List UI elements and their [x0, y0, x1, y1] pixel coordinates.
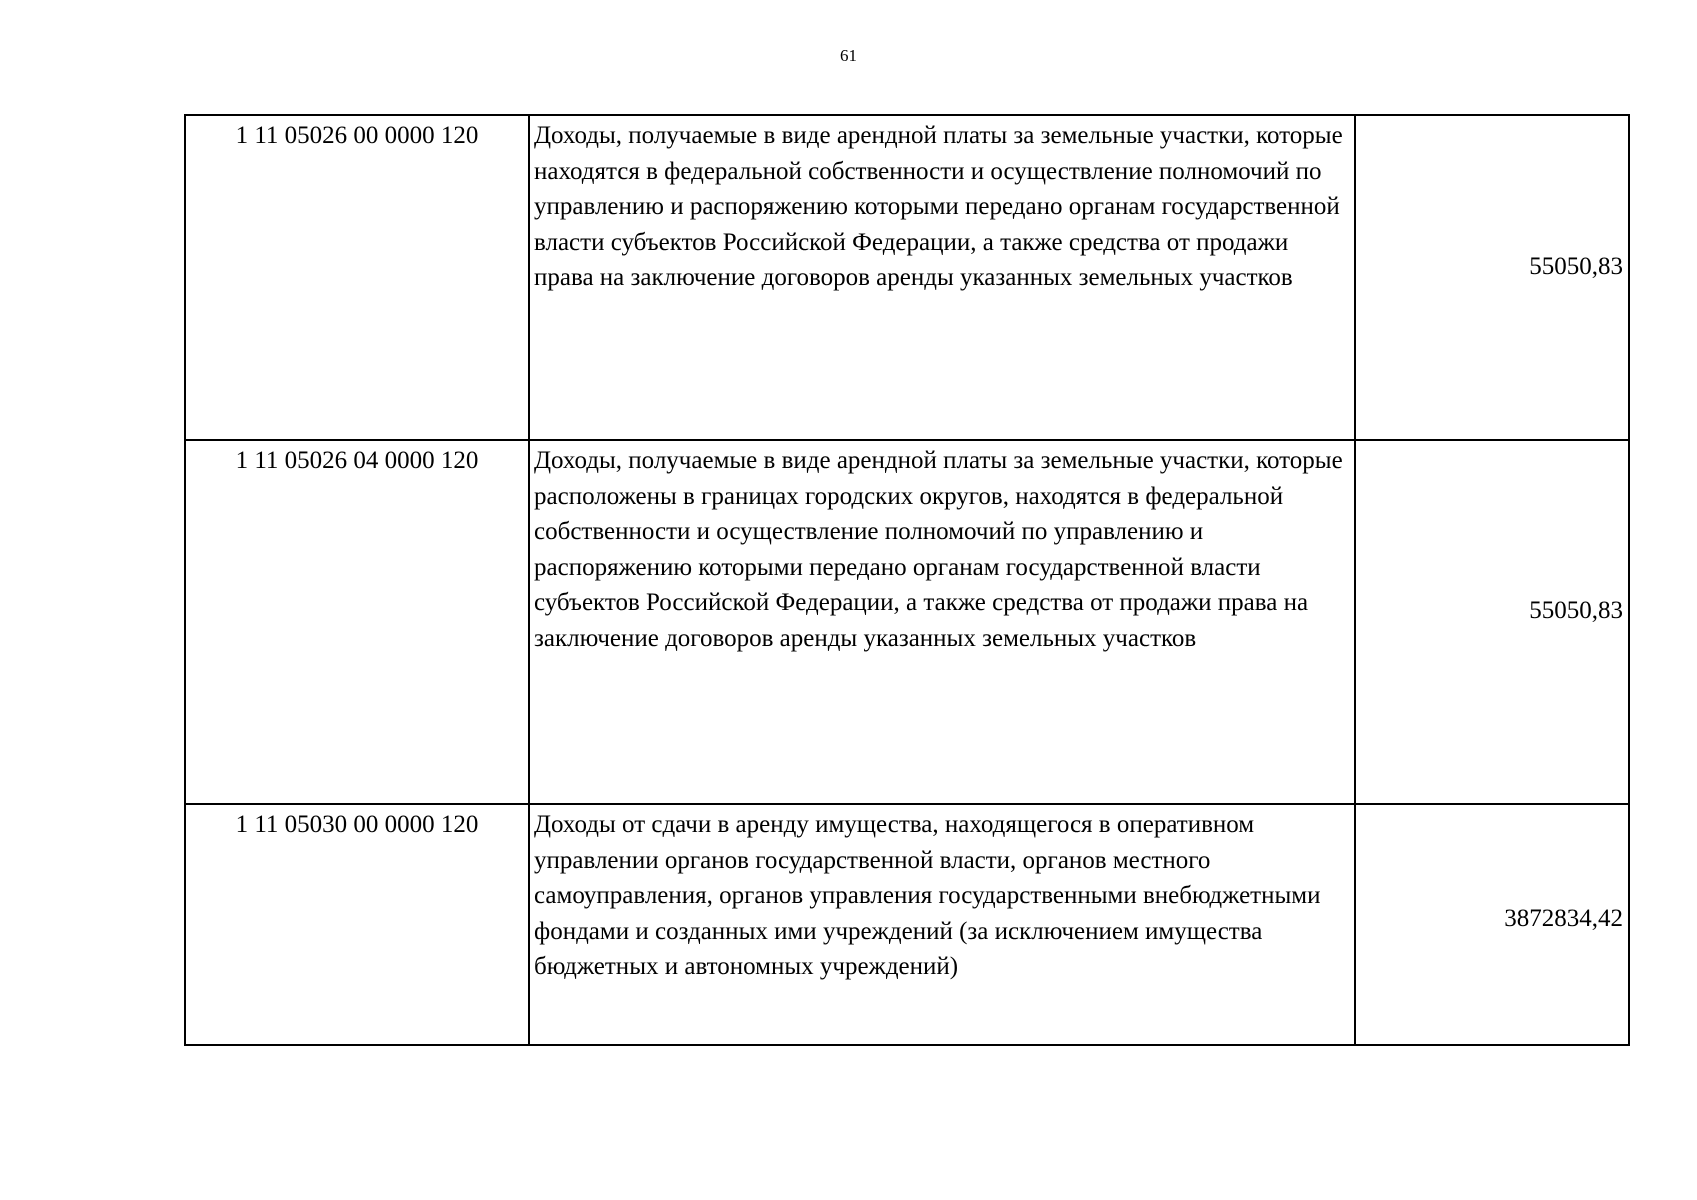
description-cell: Доходы, получаемые в виде арендной платы за земельные участки, которые находятся в федеральной собственности и осуществление полномочий по управлению и распоряжению которыми передано органам государственной власти субъектов Российской Федерации, а также средства от продажи права на заключение договоров аренды указанных земельных участков	[529, 115, 1355, 440]
budget-code-cell: 1 11 05026 04 0000 120	[185, 440, 529, 804]
table-row	[185, 440, 1629, 804]
budget-code-cell: 1 11 05026 00 0000 120	[185, 115, 529, 440]
table-row	[185, 115, 1629, 440]
description-cell: Доходы от сдачи в аренду имущества, находящегося в оперативном управлении органов государственной власти, органов местного самоуправления, органов управления государственными внебюджетными фондами и созданных ими учреждений (за исключением имущества бюджетных и автономных учреждений)	[529, 804, 1355, 1045]
amount-cell: 55050,83	[1355, 115, 1629, 440]
revenue-table	[184, 114, 1630, 1046]
page-number: 61	[840, 46, 857, 65]
description-cell: Доходы, получаемые в виде арендной платы за земельные участки, которые расположены в границах городских округов, находятся в федеральной собственности и осуществление полномочий по управлению и распоряжению которыми передано органам государственной власти субъектов Российской Федерации, а также средства от продажи права на заключение договоров аренды указанных земельных участков	[529, 440, 1355, 804]
table-row	[185, 804, 1629, 1045]
budget-code-cell: 1 11 05030 00 0000 120	[185, 804, 529, 1045]
amount-cell: 55050,83	[1355, 440, 1629, 804]
amount-cell: 3872834,42	[1355, 804, 1629, 1045]
